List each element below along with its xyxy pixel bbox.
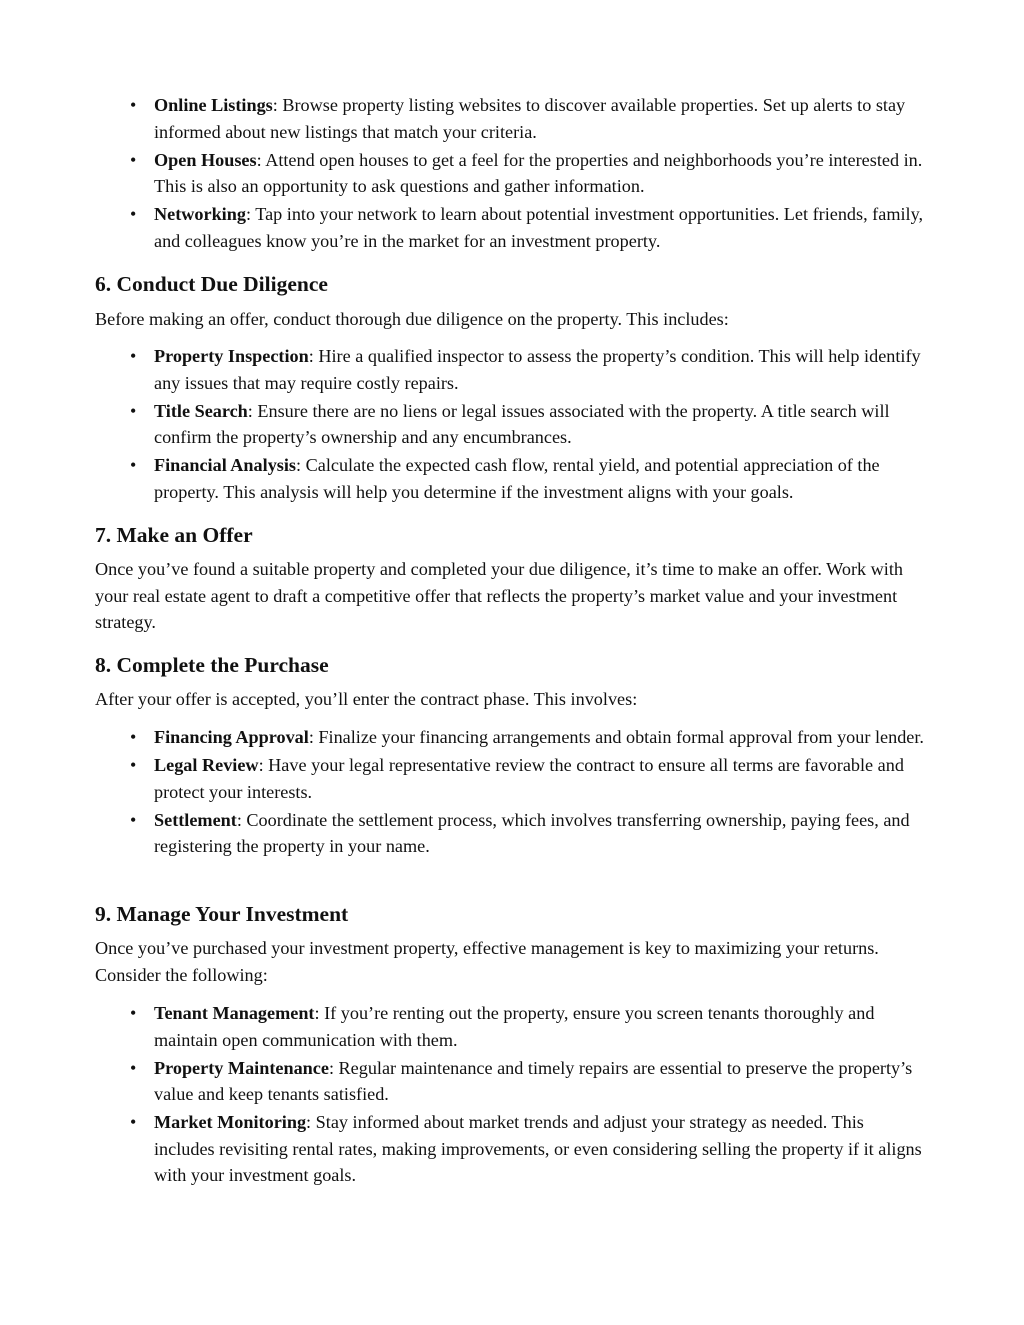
section-body: Once you’ve found a suitable property and completed your due diligence, it’s time to make an offer. Work with your real estate agent to draft a competitive offer that reflects the property’s market value and your investment strategy.: [95, 559, 903, 632]
item-term: Financing Approval: [154, 727, 309, 747]
item-term: Online Listings: [154, 95, 273, 115]
bullet-icon: •: [130, 400, 137, 421]
item-term: Open Houses: [154, 149, 257, 170]
item-text: : Calculate the expected cash flow, rental yield, and potential appreciation of the property. This analysis will help you determine if the investment aligns with your goals.: [154, 455, 880, 502]
item-term: Property Maintenance: [154, 1057, 329, 1078]
bullet-icon: •: [130, 1112, 137, 1132]
section-intro: After your offer is accepted, you’ll enter the contract phase. This involves:: [95, 689, 638, 709]
item-text: : If you’re renting out the property, ensure you screen tenants thoroughly and maintain open communication with them.: [154, 1003, 875, 1050]
section-heading: 6. Conduct Due Diligence: [95, 272, 328, 296]
item-term: Legal Review: [154, 755, 259, 775]
bullet-icon: •: [130, 809, 137, 830]
list-item: [95, 724, 928, 751]
item-text: : Finalize your financing arrangements and obtain formal approval from your lender.: [308, 727, 924, 747]
item-term: Tenant Management: [154, 1003, 315, 1023]
section-heading: 7. Make an Offer: [95, 523, 253, 547]
list-item: [95, 1055, 928, 1108]
bullet-icon: •: [130, 455, 137, 475]
list-item: [95, 398, 928, 451]
item-term: Market Monitoring: [154, 1112, 307, 1132]
bullet-icon: •: [130, 204, 137, 224]
list-item: [95, 92, 928, 145]
bullet-icon: •: [130, 755, 137, 775]
section-heading: 8. Complete the Purchase: [95, 653, 329, 677]
bullet-icon: •: [130, 727, 137, 747]
section-list: [95, 724, 928, 861]
section-list: [95, 1000, 928, 1190]
bullet-icon: •: [130, 95, 137, 115]
item-text: : Browse property listing websites to discover available properties. Set up alerts to stay informed about new listings that match your criteria.: [154, 95, 906, 142]
item-text: : Stay informed about market trends and adjust your strategy as needed. This includes revisiting rental rates, making improvements, or even considering selling the property if it aligns with your investment goals.: [154, 1112, 922, 1185]
item-term: Property Inspection: [154, 346, 309, 366]
list-item: [95, 147, 928, 200]
item-text: : Tap into your network to learn about potential investment opportunities. Let friends, family, and colleagues know you’re in the market for an investment property.: [154, 204, 924, 251]
list-item: [95, 452, 928, 505]
bullet-icon: •: [130, 1057, 137, 1078]
item-text: : Coordinate the settlement process, which involves transferring ownership, paying fees, and registering the property in your name.: [154, 809, 910, 856]
list-item: [95, 1000, 928, 1053]
item-text: : Attend open houses to get a feel for the properties and neighborhoods you’re interested in. This is also an opportunity to ask questions and gather information.: [154, 149, 923, 196]
list-item: [95, 1109, 928, 1189]
bullet-icon: •: [130, 1003, 137, 1023]
item-term: Networking: [154, 204, 246, 224]
item-text: : Ensure there are no liens or legal issues associated with the property. A title search will confirm the property’s ownership and any encumbrances.: [154, 400, 890, 447]
intro-list: [95, 92, 928, 256]
section-heading: 9. Manage Your Investment: [95, 902, 349, 926]
section-list: [95, 343, 928, 507]
list-item: [95, 201, 928, 254]
item-text: : Have your legal representative review the contract to ensure all terms are favorable and protect your interests.: [154, 755, 904, 802]
bullet-icon: •: [130, 149, 137, 170]
item-text: : Regular maintenance and timely repairs are essential to preserve the property’s value and keep tenants satisfied.: [154, 1057, 913, 1104]
section-intro: Before making an offer, conduct thorough due diligence on the property. This includes:: [95, 309, 729, 329]
section-intro: Once you’ve purchased your investment property, effective management is key to maximizing your returns. Consider the following:: [95, 938, 879, 985]
item-term: Financial Analysis: [154, 455, 297, 475]
list-item: [95, 807, 928, 860]
list-item: [95, 752, 928, 805]
list-item: [95, 343, 928, 396]
bullet-icon: •: [130, 346, 137, 366]
item-term: Title Search: [154, 400, 248, 421]
item-term: Settlement: [154, 809, 237, 830]
item-text: : Hire a qualified inspector to assess the property’s condition. This will help identify any issues that may require costly repairs.: [154, 346, 921, 393]
